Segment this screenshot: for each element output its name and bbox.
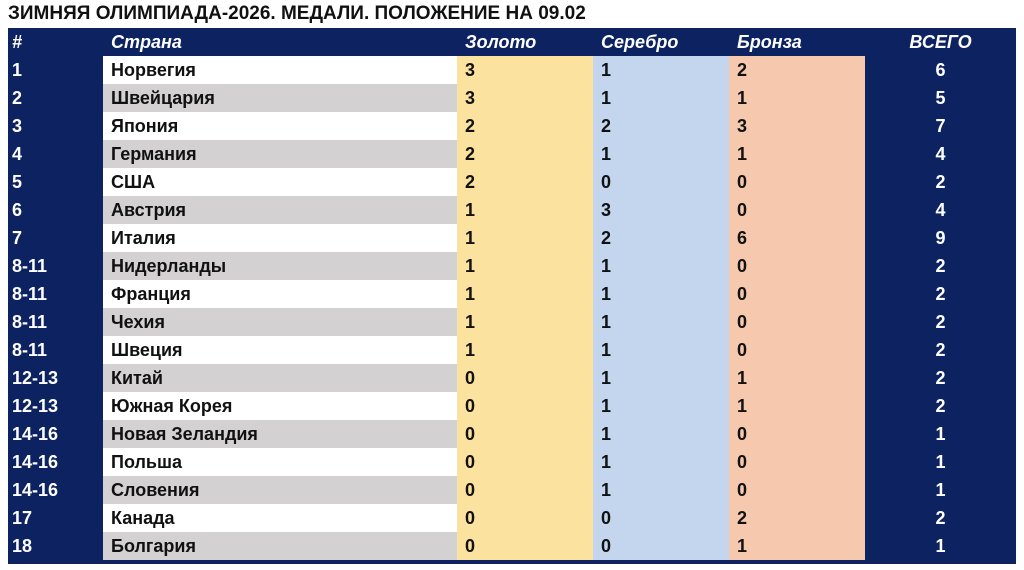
cell-rank: 8-11 [12, 284, 48, 304]
cell-total: 1 [935, 536, 946, 556]
medal-table [8, 28, 1016, 564]
cell-gold: 3 [465, 88, 476, 108]
cell-rank: 14-16 [12, 424, 59, 444]
cell-bronze: 1 [737, 536, 748, 556]
cell-silver: 0 [601, 172, 612, 192]
cell-country: Швейцария [103, 84, 457, 112]
cell-total: 2 [935, 508, 946, 528]
cell-gold: 1 [465, 312, 476, 332]
cell-bronze: 0 [737, 312, 748, 332]
cell-country: Словения [103, 476, 457, 504]
cell-bronze: 0 [737, 256, 748, 276]
cell-silver: 1 [601, 480, 612, 500]
cell-silver: 1 [601, 340, 612, 360]
cell-silver: 1 [601, 312, 612, 332]
cell-country: Польша [103, 448, 457, 476]
cell-country: США [103, 168, 457, 196]
cell-gold: 0 [465, 508, 476, 528]
cell-bronze: 0 [737, 200, 748, 220]
page-title: ЗИМНЯЯ ОЛИМПИАДА-2026. МЕДАЛИ. ПОЛОЖЕНИЕ НА 09.02 [8, 3, 586, 24]
cell-gold: 3 [465, 60, 476, 80]
table-row [8, 532, 1016, 560]
cell-country: Норвегия [103, 56, 457, 84]
cell-rank: 3 [12, 116, 23, 136]
cell-rank: 5 [12, 172, 23, 192]
cell-gold: 1 [465, 228, 476, 248]
cell-silver: 2 [601, 228, 612, 248]
header-country: Страна [111, 32, 182, 52]
cell-bronze: 0 [737, 340, 748, 360]
cell-total: 1 [935, 452, 946, 472]
cell-rank: 14-16 [12, 480, 59, 500]
cell-rank: 8-11 [12, 256, 48, 276]
table-row [8, 112, 1016, 140]
cell-bronze: 0 [737, 172, 748, 192]
table-row [8, 224, 1016, 252]
cell-silver: 1 [601, 368, 612, 388]
cell-total: 2 [935, 256, 946, 276]
cell-gold: 0 [465, 536, 476, 556]
cell-silver: 1 [601, 424, 612, 444]
cell-rank: 6 [12, 200, 23, 220]
cell-gold: 1 [465, 256, 476, 276]
cell-total: 9 [935, 228, 946, 248]
table-row [8, 168, 1016, 196]
cell-gold: 0 [465, 452, 476, 472]
cell-country: Австрия [103, 196, 457, 224]
cell-total: 2 [935, 172, 946, 192]
cell-gold: 0 [465, 396, 476, 416]
cell-bronze: 0 [737, 284, 748, 304]
cell-bronze: 1 [737, 88, 748, 108]
cell-silver: 1 [601, 256, 612, 276]
cell-country: Швеция [103, 336, 457, 364]
cell-silver: 3 [601, 200, 612, 220]
cell-country: Канада [103, 504, 457, 532]
table-header-row [8, 28, 1016, 56]
cell-country: Италия [103, 224, 457, 252]
cell-bronze: 2 [737, 60, 748, 80]
cell-rank: 8-11 [12, 340, 48, 360]
cell-total: 4 [935, 144, 946, 164]
cell-silver: 1 [601, 60, 612, 80]
cell-bronze: 1 [737, 396, 748, 416]
cell-rank: 12-13 [12, 368, 59, 388]
cell-total: 6 [935, 60, 946, 80]
cell-silver: 1 [601, 88, 612, 108]
table-row [8, 252, 1016, 280]
cell-bronze: 1 [737, 368, 748, 388]
cell-rank: 17 [12, 508, 33, 528]
cell-gold: 2 [465, 116, 476, 136]
cell-country: Германия [103, 140, 457, 168]
table-row [8, 56, 1016, 84]
cell-rank: 8-11 [12, 312, 48, 332]
cell-country: Япония [103, 112, 457, 140]
cell-rank: 7 [12, 228, 23, 248]
cell-gold: 0 [465, 424, 476, 444]
cell-bronze: 0 [737, 424, 748, 444]
cell-country: Новая Зеландия [103, 420, 457, 448]
cell-country: Южная Корея [103, 392, 457, 420]
table-row [8, 84, 1016, 112]
table-row [8, 140, 1016, 168]
cell-bronze: 2 [737, 508, 748, 528]
table-row [8, 420, 1016, 448]
cell-country: Франция [103, 280, 457, 308]
cell-country: Нидерланды [103, 252, 457, 280]
cell-total: 1 [935, 424, 946, 444]
table-row [8, 392, 1016, 420]
cell-silver: 0 [601, 508, 612, 528]
cell-country: Болгария [103, 532, 457, 560]
cell-bronze: 0 [737, 452, 748, 472]
cell-silver: 0 [601, 536, 612, 556]
cell-silver: 1 [601, 284, 612, 304]
cell-bronze: 1 [737, 144, 748, 164]
cell-silver: 2 [601, 116, 612, 136]
header-bronze: Бронза [737, 32, 802, 52]
cell-total: 2 [935, 340, 946, 360]
header-total: ВСЕГО [909, 32, 972, 52]
table-row [8, 336, 1016, 364]
header-rank: # [12, 32, 23, 52]
cell-total: 5 [935, 88, 946, 108]
header-silver: Серебро [601, 32, 679, 52]
cell-gold: 1 [465, 284, 476, 304]
cell-total: 7 [935, 116, 946, 136]
cell-gold: 0 [465, 480, 476, 500]
cell-gold: 2 [465, 144, 476, 164]
cell-silver: 1 [601, 452, 612, 472]
cell-country: Чехия [103, 308, 457, 336]
cell-silver: 1 [601, 396, 612, 416]
cell-country: Китай [103, 364, 457, 392]
table-row [8, 364, 1016, 392]
table-row [8, 504, 1016, 532]
cell-total: 1 [935, 480, 946, 500]
cell-total: 2 [935, 312, 946, 332]
cell-rank: 2 [12, 88, 23, 108]
cell-rank: 14-16 [12, 452, 59, 472]
cell-gold: 1 [465, 340, 476, 360]
table-row [8, 308, 1016, 336]
cell-rank: 1 [12, 60, 23, 80]
cell-gold: 1 [465, 200, 476, 220]
cell-total: 2 [935, 396, 946, 416]
cell-rank: 18 [12, 536, 33, 556]
cell-total: 4 [935, 200, 946, 220]
table-row [8, 476, 1016, 504]
table-body [8, 56, 1016, 560]
cell-bronze: 3 [737, 116, 748, 136]
cell-silver: 1 [601, 144, 612, 164]
cell-gold: 2 [465, 172, 476, 192]
cell-bronze: 0 [737, 480, 748, 500]
cell-bronze: 6 [737, 228, 748, 248]
cell-rank: 12-13 [12, 396, 59, 416]
cell-gold: 0 [465, 368, 476, 388]
cell-rank: 4 [12, 144, 23, 164]
header-gold: Золото [465, 32, 537, 52]
table-row [8, 280, 1016, 308]
cell-total: 2 [935, 368, 946, 388]
table-row [8, 448, 1016, 476]
table-row [8, 196, 1016, 224]
cell-total: 2 [935, 284, 946, 304]
